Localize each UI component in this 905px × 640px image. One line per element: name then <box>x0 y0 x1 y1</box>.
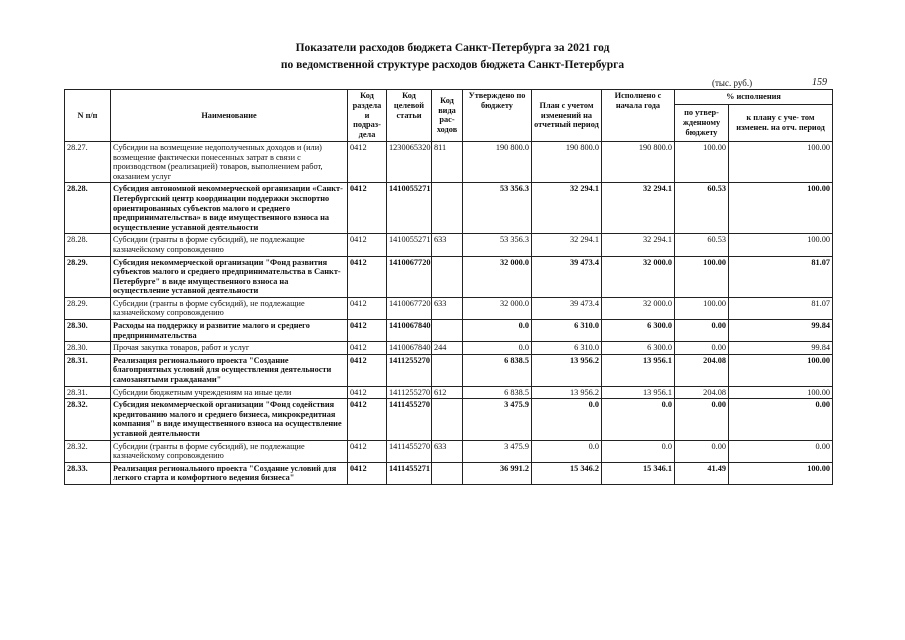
row-pct-utv: 100.00 <box>675 256 729 297</box>
row-pct-utv: 204.08 <box>675 386 729 399</box>
row-statya: 1410067720 <box>387 256 432 297</box>
row-utv: 3 475.9 <box>463 399 532 440</box>
row-pct-utv: 60.53 <box>675 183 729 234</box>
row-isp: 6 300.0 <box>602 342 675 355</box>
row-isp: 0.0 <box>602 399 675 440</box>
row-plan: 39 473.4 <box>532 256 602 297</box>
row-pct-utv: 100.00 <box>675 141 729 182</box>
row-pct-utv: 0.00 <box>675 440 729 462</box>
row-name: Субсидия некоммерческой организации "Фонд содействия кредитованию малого и среднего бизнеса, микрокредитная компания" в виде имущественного взноса на осуществление уставной деятельности <box>111 399 348 440</box>
row-razdel: 0412 <box>348 234 387 256</box>
report-title-line2: по ведомственной структуре расходов бюджета Санкт-Петербурга <box>280 59 625 71</box>
row-name: Реализация регионального проекта "Создание благоприятных условий для осуществления деятельности самозанятыми гражданами" <box>111 354 348 386</box>
row-statya: 1410055271 <box>387 183 432 234</box>
row-num: 28.28. <box>65 234 111 256</box>
row-pct-utv: 41.49 <box>675 462 729 484</box>
row-razdel: 0412 <box>348 320 387 342</box>
row-pct-plan: 99.84 <box>729 342 833 355</box>
row-vid: 633 <box>432 440 463 462</box>
row-num: 28.30. <box>65 342 111 355</box>
row-num: 28.28. <box>65 183 111 234</box>
row-vid <box>432 462 463 484</box>
header-razdel: Код раздела и подраз- дела <box>348 90 387 142</box>
row-pct-utv: 100.00 <box>675 297 729 319</box>
row-utv: 32 000.0 <box>463 256 532 297</box>
table-body <box>65 141 833 484</box>
table-row <box>65 234 833 256</box>
row-name: Субсидия некоммерческой организации "Фонд развития субъектов малого и среднего предпринимательства в Санкт-Петербурге" в виде имущественного взноса на осуществление уставной деятельности <box>111 256 348 297</box>
row-name: Реализация регионального проекта "Создание условий для легкого старта и комфортного ведения бизнеса" <box>111 462 348 484</box>
row-utv: 36 991.2 <box>463 462 532 484</box>
row-utv: 3 475.9 <box>463 440 532 462</box>
row-vid <box>432 256 463 297</box>
table-row <box>65 354 833 386</box>
row-utv: 53 356.3 <box>463 183 532 234</box>
header-num: N п/п <box>65 90 111 142</box>
row-pct-plan: 99.84 <box>729 320 833 342</box>
row-isp: 32 000.0 <box>602 256 675 297</box>
row-plan: 6 310.0 <box>532 342 602 355</box>
page-number: 159 <box>812 77 827 88</box>
row-num: 28.27. <box>65 141 111 182</box>
row-pct-plan: 0.00 <box>729 399 833 440</box>
row-isp: 32 000.0 <box>602 297 675 319</box>
row-utv: 6 838.5 <box>463 386 532 399</box>
row-statya: 1411455270 <box>387 440 432 462</box>
row-plan: 0.0 <box>532 399 602 440</box>
header-plan: План с учетом изменений на отчетный период <box>532 90 602 142</box>
row-num: 28.29. <box>65 297 111 319</box>
row-name: Субсидии (гранты в форме субсидий), не подлежащие казначейскому сопровождению <box>111 234 348 256</box>
row-razdel: 0412 <box>348 183 387 234</box>
row-num: 28.29. <box>65 256 111 297</box>
table-row <box>65 297 833 319</box>
row-vid: 811 <box>432 141 463 182</box>
row-statya: 1411255270 <box>387 386 432 399</box>
row-razdel: 0412 <box>348 342 387 355</box>
header-pct-plan: к плану с уче- том изменен. на отч. период <box>729 104 833 141</box>
row-pct-utv: 0.00 <box>675 342 729 355</box>
row-pct-plan: 0.00 <box>729 440 833 462</box>
header-isp: Исполнено с начала года <box>602 90 675 142</box>
row-isp: 15 346.1 <box>602 462 675 484</box>
row-razdel: 0412 <box>348 256 387 297</box>
header-statya: Код целевой статьи <box>387 90 432 142</box>
row-pct-plan: 100.00 <box>729 386 833 399</box>
row-pct-plan: 100.00 <box>729 183 833 234</box>
row-plan: 13 956.2 <box>532 386 602 399</box>
table-row <box>65 183 833 234</box>
row-pct-utv: 0.00 <box>675 399 729 440</box>
row-razdel: 0412 <box>348 354 387 386</box>
table-row <box>65 440 833 462</box>
row-statya: 1410055271 <box>387 234 432 256</box>
row-vid: 244 <box>432 342 463 355</box>
row-vid: 633 <box>432 297 463 319</box>
row-vid: 612 <box>432 386 463 399</box>
row-isp: 190 800.0 <box>602 141 675 182</box>
row-pct-plan: 81.07 <box>729 256 833 297</box>
row-isp: 6 300.0 <box>602 320 675 342</box>
row-name: Субсидии (гранты в форме субсидий), не подлежащие казначейскому сопровождению <box>111 297 348 319</box>
row-utv: 53 356.3 <box>463 234 532 256</box>
row-statya: 1410067840 <box>387 342 432 355</box>
row-plan: 32 294.1 <box>532 234 602 256</box>
table-row <box>65 320 833 342</box>
row-name: Прочая закупка товаров, работ и услуг <box>111 342 348 355</box>
header-name: Наименование <box>111 90 348 142</box>
row-plan: 6 310.0 <box>532 320 602 342</box>
header-vid: Код вида рас- ходов <box>432 90 463 142</box>
row-statya: 1410067720 <box>387 297 432 319</box>
row-pct-plan: 100.00 <box>729 354 833 386</box>
row-pct-plan: 100.00 <box>729 234 833 256</box>
row-vid: 633 <box>432 234 463 256</box>
units-label: (тыс. руб.) <box>712 78 753 88</box>
row-pct-plan: 100.00 <box>729 141 833 182</box>
report-title-line1: Показатели расходов бюджета Санкт-Петербурга за 2021 год <box>295 42 610 54</box>
table-row <box>65 342 833 355</box>
row-num: 28.31. <box>65 354 111 386</box>
table-row <box>65 141 833 182</box>
row-name: Субсидия автономной некоммерческой организации «Санкт-Петербургский центр координации поддержки экспортно ориентированных субъектов малого и среднего предпринимательства» в виде имущественного взноса на осуществление уставной деятельности <box>111 183 348 234</box>
row-utv: 6 838.5 <box>463 354 532 386</box>
table-row <box>65 399 833 440</box>
row-vid <box>432 320 463 342</box>
row-name: Субсидии бюджетным учреждениям на иные цели <box>111 386 348 399</box>
table-row <box>65 462 833 484</box>
row-razdel: 0412 <box>348 297 387 319</box>
row-razdel: 0412 <box>348 462 387 484</box>
row-plan: 32 294.1 <box>532 183 602 234</box>
row-statya: 1410067840 <box>387 320 432 342</box>
row-razdel: 0412 <box>348 141 387 182</box>
row-statya: 1411455271 <box>387 462 432 484</box>
header-utv: Утверждено по бюджету <box>463 90 532 142</box>
expenditure-table <box>64 89 833 485</box>
header-pct-group: % исполнения <box>675 90 833 105</box>
row-plan: 190 800.0 <box>532 141 602 182</box>
row-plan: 0.0 <box>532 440 602 462</box>
header-pct-utv: по утвер- жденному бюджету <box>675 104 729 141</box>
row-vid <box>432 399 463 440</box>
row-vid <box>432 183 463 234</box>
row-name: Субсидии на возмещение недополученных доходов и (или) возмещение фактически понесенных затрат в связи с производством (реализацией) товаров, выполнением работ, оказанием услуг <box>111 141 348 182</box>
row-isp: 32 294.1 <box>602 234 675 256</box>
row-isp: 0.0 <box>602 440 675 462</box>
row-pct-utv: 0.00 <box>675 320 729 342</box>
row-num: 28.33. <box>65 462 111 484</box>
row-pct-utv: 204.08 <box>675 354 729 386</box>
row-plan: 39 473.4 <box>532 297 602 319</box>
row-utv: 0.0 <box>463 320 532 342</box>
row-name: Расходы на поддержку и развитие малого и среднего предпринимательства <box>111 320 348 342</box>
row-utv: 190 800.0 <box>463 141 532 182</box>
row-vid <box>432 354 463 386</box>
row-isp: 32 294.1 <box>602 183 675 234</box>
row-name: Субсидии (гранты в форме субсидий), не подлежащие казначейскому сопровождению <box>111 440 348 462</box>
row-statya: 1230065320 <box>387 141 432 182</box>
row-plan: 13 956.2 <box>532 354 602 386</box>
table-row <box>65 256 833 297</box>
row-isp: 13 956.1 <box>602 354 675 386</box>
row-isp: 13 956.1 <box>602 386 675 399</box>
row-statya: 1411455270 <box>387 399 432 440</box>
row-plan: 15 346.2 <box>532 462 602 484</box>
table-row <box>65 386 833 399</box>
row-pct-utv: 60.53 <box>675 234 729 256</box>
row-num: 28.32. <box>65 399 111 440</box>
row-razdel: 0412 <box>348 386 387 399</box>
row-num: 28.31. <box>65 386 111 399</box>
row-statya: 1411255270 <box>387 354 432 386</box>
row-utv: 0.0 <box>463 342 532 355</box>
row-razdel: 0412 <box>348 440 387 462</box>
row-utv: 32 000.0 <box>463 297 532 319</box>
row-num: 28.30. <box>65 320 111 342</box>
row-razdel: 0412 <box>348 399 387 440</box>
row-num: 28.32. <box>65 440 111 462</box>
row-pct-plan: 100.00 <box>729 462 833 484</box>
row-pct-plan: 81.07 <box>729 297 833 319</box>
